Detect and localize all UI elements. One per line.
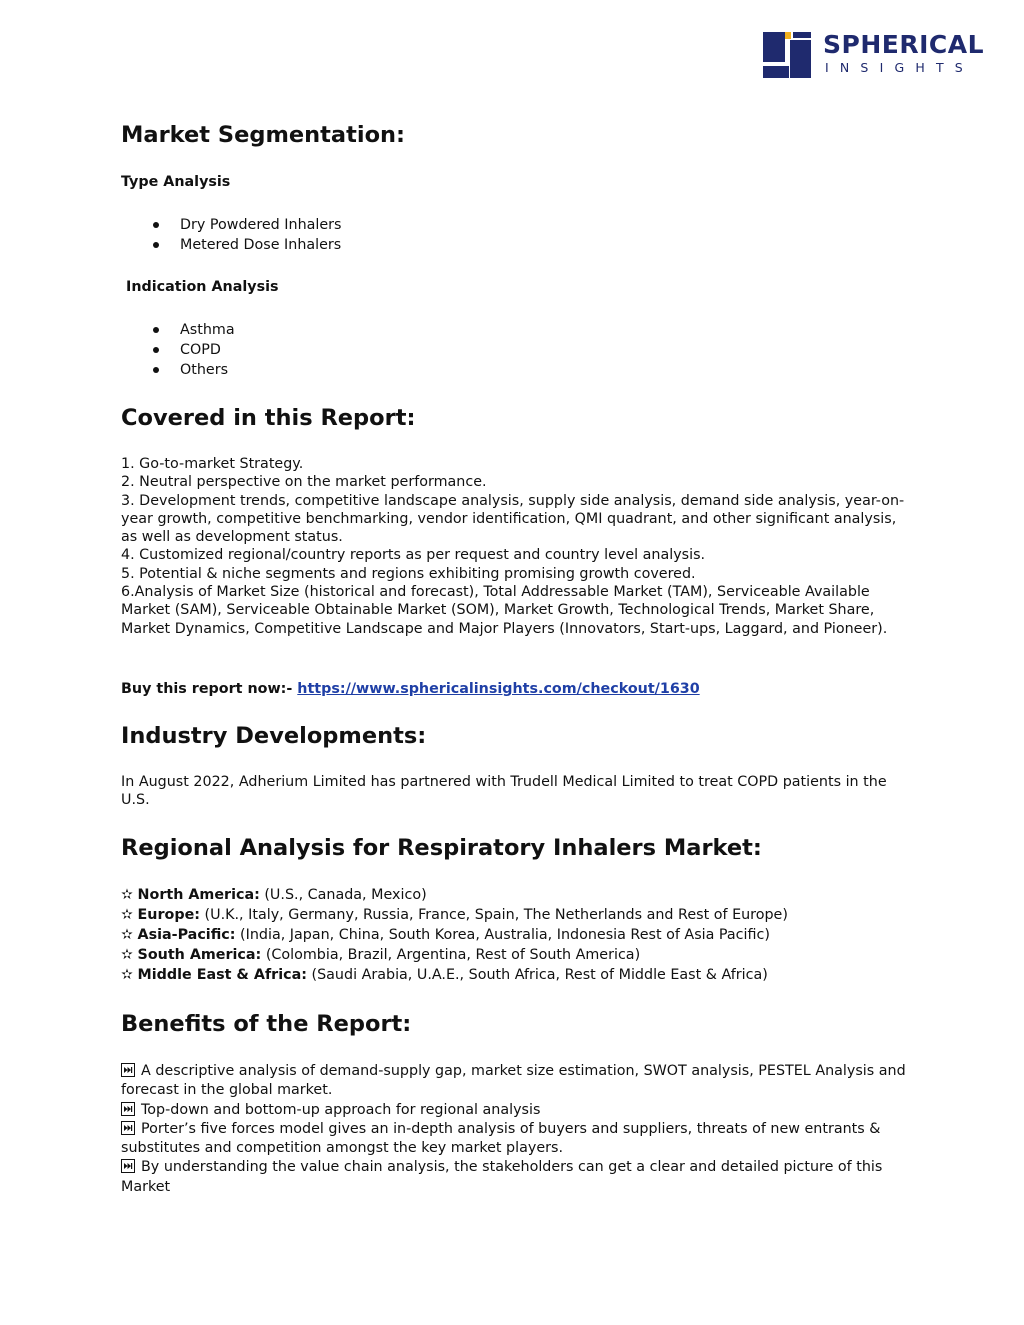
list-item: Top-down and bottom-up approach for regional analysis xyxy=(121,1101,911,1120)
list-item: ✫ Asia-Pacific: (India, Japan, China, South Korea, Australia, Indonesia Rest of Asia Pacific) xyxy=(121,927,770,943)
type-list xyxy=(121,215,342,255)
list-item: ✫ North America: (U.S., Canada, Mexico) xyxy=(121,887,427,903)
fast-forward-box-icon xyxy=(121,1121,135,1135)
list-item: A descriptive analysis of demand-supply gap, market size estimation, SWOT analysis, PESTEL Analysis and forecast in the global market. xyxy=(121,1063,906,1099)
covered-heading: Covered in this Report: xyxy=(121,405,416,431)
list-item: Others xyxy=(121,360,235,380)
list-item: 4. Customized regional/country reports as per request and country level analysis. xyxy=(121,547,706,564)
star-icon: ✫ xyxy=(121,927,133,943)
buy-label: Buy this report now:- xyxy=(121,681,293,697)
logo-mark-icon xyxy=(763,32,813,78)
list-item: 3. Development trends, competitive landscape analysis, supply side analysis, demand side analysis, year-on-year growth, competitive benchmarking, vendor identification, QMI quadrant, and other significant analysis, as well as development status. xyxy=(121,492,905,546)
list-item: Metered Dose Inhalers xyxy=(121,235,342,255)
market-segmentation-heading: Market Segmentation: xyxy=(121,122,406,148)
bullet-icon xyxy=(153,367,159,373)
indication-analysis-heading: Indication Analysis xyxy=(126,279,279,295)
fast-forward-box-icon xyxy=(121,1102,135,1116)
list-item: 1. Go-to-market Strategy. xyxy=(121,456,304,472)
fast-forward-box-icon xyxy=(121,1159,135,1173)
list-item: 5. Potential & niche segments and regions exhibiting promising growth covered. xyxy=(121,565,696,582)
bullet-icon xyxy=(153,242,159,248)
star-icon: ✫ xyxy=(121,887,133,903)
benefits-list xyxy=(121,1062,911,1197)
list-item: ✫ Middle East & Africa: (Saudi Arabia, U.A.E., South Africa, Rest of Middle East & Africa) xyxy=(121,967,768,983)
list-item: 6.Analysis of Market Size (historical and forecast), Total Addressable Market (TAM), Serviceable Available Market (SAM), Serviceable Obtainable Market (SOM), Market Growth, Technological Trends, Market Share, Market Dynamics, Competitive Landscape and Major Players (Innovators, Start-ups, Laggard, and Pioneer). xyxy=(121,584,888,637)
list-item: Asthma xyxy=(121,320,235,340)
list-item: ✫ South America: (Colombia, Brazil, Argentina, Rest of South America) xyxy=(121,947,641,963)
list-item: COPD xyxy=(121,340,235,360)
list-item: Porter’s five forces model gives an in-depth analysis of buyers and suppliers, threats of new entrants & substitutes and competition amongst the key market players. xyxy=(121,1120,881,1157)
list-item: Dry Powdered Inhalers xyxy=(121,215,342,235)
star-icon: ✫ xyxy=(121,967,133,983)
regional-analysis-heading: Regional Analysis for Respiratory Inhalers Market: xyxy=(121,835,762,861)
industry-developments-text: In August 2022, Adherium Limited has partnered with Trudell Medical Limited to treat COPD patients in the U.S. xyxy=(121,774,887,809)
spherical-insights-logo xyxy=(763,30,985,80)
logo-subtitle: INSIGHTS xyxy=(825,60,974,75)
type-analysis-heading: Type Analysis xyxy=(121,174,231,190)
indication-list xyxy=(121,320,235,380)
region-list xyxy=(121,885,788,985)
list-item: ✫ Europe: (U.K., Italy, Germany, Russia, France, Spain, The Netherlands and Rest of Europe) xyxy=(121,907,788,923)
star-icon: ✫ xyxy=(121,907,133,923)
logo-wordmark: SPHERICAL xyxy=(823,30,985,59)
fast-forward-box-icon xyxy=(121,1063,135,1077)
bullet-icon xyxy=(153,327,159,333)
bullet-icon xyxy=(153,347,159,353)
bullet-icon xyxy=(153,222,159,228)
star-icon: ✫ xyxy=(121,947,133,963)
industry-developments-heading: Industry Developments: xyxy=(121,723,427,749)
benefits-heading: Benefits of the Report: xyxy=(121,1011,412,1037)
checkout-link[interactable]: https://www.sphericalinsights.com/checkout/1630 xyxy=(297,681,700,697)
buy-line xyxy=(121,680,700,698)
covered-list xyxy=(121,455,911,638)
list-item: 2. Neutral perspective on the market performance. xyxy=(121,474,487,491)
list-item: By understanding the value chain analysis, the stakeholders can get a clear and detailed picture of this Market xyxy=(121,1159,883,1195)
